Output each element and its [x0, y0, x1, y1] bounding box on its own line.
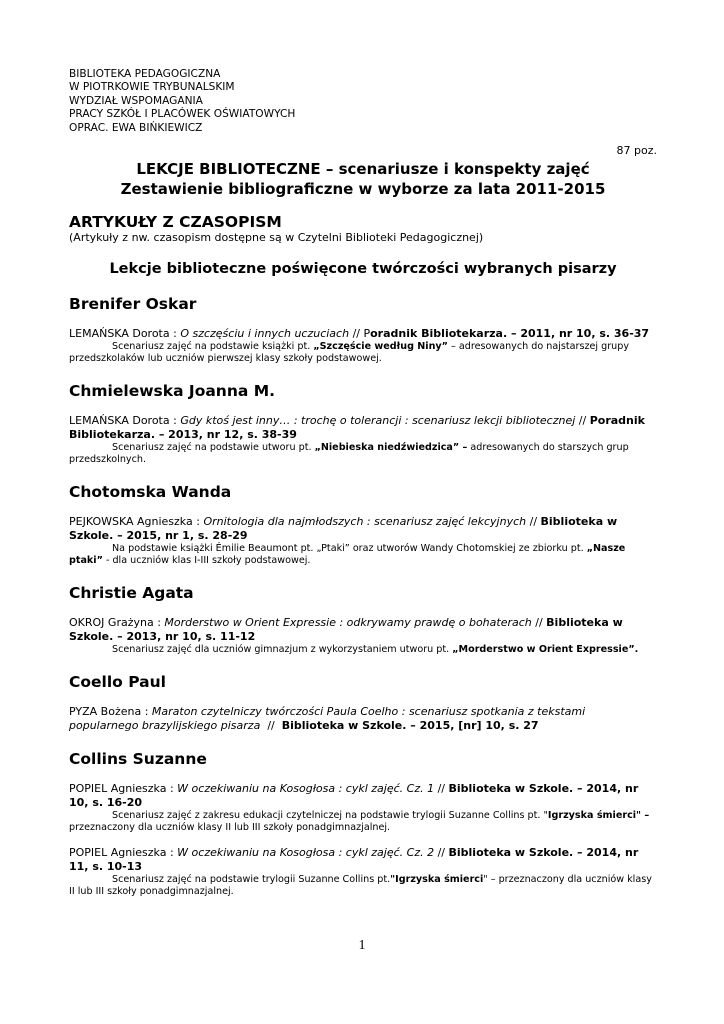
bibliography-entry: [69, 327, 657, 365]
entry-source: oradnik Bibliotekarza. – 2011, nr 10, s. 36-37: [370, 327, 650, 341]
author-heading: Coello Paul: [69, 673, 166, 692]
section-subtitle: (Artykuły z nw. czasopism dostępne są w Czytelni Biblioteki Pedagogicznej): [69, 231, 484, 245]
annotation-work-title: „Nasze ptaki”: [69, 543, 626, 567]
entry-author: POPIEL Agnieszka :: [69, 782, 178, 796]
entry-annotation: [69, 543, 657, 567]
entry-separator: //: [575, 414, 590, 428]
entry-separator: // P: [349, 327, 371, 341]
entry-separator: //: [434, 846, 449, 860]
entry-title: Morderstwo w Orient Expressie : odkrywamy prawdę o bohaterach: [164, 616, 532, 630]
entry-source: Biblioteka w Szkole. – 2015, [nr] 10, s. 27: [281, 719, 539, 733]
annotation-text: adresowanych do starszych grup przedszkolnych.: [69, 442, 629, 466]
entry-annotation: [69, 644, 657, 656]
entry-source: Biblioteka w Szkole. – 2013, nr 10, s. 11-12: [69, 616, 623, 644]
section-title: ARTYKUŁY Z CZASOPISM: [69, 213, 282, 232]
compiler-line: OPRAC. EWA BIŃKIEWICZ: [69, 121, 203, 134]
entry-annotation: [69, 442, 657, 466]
entry-annotation: [69, 341, 657, 365]
title-line-2: Zestawienie bibliograficzne w wyborze za lata 2011-2015: [120, 180, 606, 199]
annotation-text: Scenariusz zajęć na podstawie utworu pt.: [112, 442, 315, 454]
annotation-text: przeznaczony dla uczniów klasy II lub III szkoły ponadgimnazjalnej.: [69, 822, 391, 834]
title-line-1: LEKCJE BIBLIOTECZNE – scenariusze i konspekty zajęć: [136, 160, 590, 179]
entry-separator: //: [260, 719, 282, 733]
entry-title: W oczekiwaniu na Kosogłosa : cykl zajęć. Cz. 1: [177, 782, 435, 796]
author-heading: Chmielewska Joanna M.: [69, 382, 276, 401]
citation: [69, 782, 657, 810]
bibliography-entry: [69, 414, 657, 466]
entry-separator: //: [434, 782, 449, 796]
citation: [69, 414, 657, 442]
citation: [69, 515, 657, 543]
entry-title: W oczekiwaniu na Kosogłosa : cykl zajęć. Cz. 2: [177, 846, 435, 860]
annotation-text: Scenariusz zajęć na podstawie książki pt.: [112, 341, 314, 353]
institution-line: W PIOTRKOWIE TRYBUNALSKIM: [69, 81, 235, 94]
author-heading: Chotomska Wanda: [69, 483, 232, 502]
citation: [69, 327, 657, 341]
entry-source: Poradnik Bibliotekarza. – 2013, nr 12, s. 38-39: [69, 414, 645, 442]
institution-line: WYDZIAŁ WSPOMAGANIA: [69, 94, 203, 107]
entry-source: Biblioteka w Szkole. – 2014, nr 10, s. 16-20: [69, 782, 639, 810]
institution-line: BIBLIOTEKA PEDAGOGICZNA: [69, 68, 221, 80]
annotation-text: Na podstawie książki Émilie Beaumont pt. „Ptaki” oraz utworów Wandy Chotomskiej ze zbiorku pt.: [112, 543, 587, 555]
citation: [69, 846, 657, 874]
entry-title: O szczęściu i innych uczuciach: [180, 327, 350, 341]
subsection-title: Lekcje biblioteczne poświęcone twórczości wybranych pisarzy: [109, 261, 617, 278]
author-heading: Christie Agata: [69, 584, 194, 603]
annotation-text: – adresowanych do najstarszej grupy przedszkolaków lub uczniów pierwszej klasy szkoły podstawowej.: [69, 341, 629, 365]
annotation-work-title: Igrzyska śmierci" –: [547, 810, 650, 822]
citation: [69, 616, 657, 644]
entry-separator: //: [531, 616, 547, 630]
annotation-text: " – przeznaczony dla uczniów klasy II lub III szkoły ponadgimnazjalnej.: [69, 874, 652, 898]
bibliography-entry: [69, 515, 657, 567]
institution-header: [69, 68, 657, 135]
entry-source: Biblioteka w Szkole. – 2014, nr 11, s. 10-13: [69, 846, 639, 874]
entry-source: Biblioteka w Szkole. – 2015, nr 1, s. 28-29: [69, 515, 618, 543]
entry-annotation: [69, 874, 657, 898]
page-number: 1: [358, 938, 366, 953]
annotation-text: Scenariusz zajęć dla uczniów gimnazjum z wykorzystaniem utworu pt.: [112, 644, 453, 656]
entry-title: Gdy ktoś jest inny… : trochę o tolerancji : scenariusz lekcji bibliotecznej: [180, 414, 576, 428]
entry-author: OKROJ Grażyna :: [69, 616, 165, 630]
annotation-work-title: „Niebieska niedźwiedzica” –: [314, 442, 468, 454]
entry-separator: //: [526, 515, 541, 529]
entry-author: PYZA Bożena :: [69, 705, 152, 719]
bibliography-entry: [69, 616, 657, 656]
annotation-work-title: „Szczęście według Niny”: [313, 341, 448, 353]
annotation-work-title: „Morderstwo w Orient Expressie”.: [452, 644, 639, 656]
entry-title: Ornitologia dla najmłodszych : scenariusz zajęć lekcyjnych: [203, 515, 527, 529]
bibliography-entry: [69, 846, 657, 898]
item-count: 87 poz.: [616, 144, 657, 158]
entry-author: PEJKOWSKA Agnieszka :: [69, 515, 204, 529]
author-heading: Collins Suzanne: [69, 750, 207, 769]
entry-author: POPIEL Agnieszka :: [69, 846, 178, 860]
annotation-text: - dla uczniów klas I-III szkoły podstawowej.: [102, 555, 311, 567]
annotation-text: Scenariusz zajęć na podstawie trylogii Suzanne Collins pt.: [112, 874, 391, 886]
document-page: [69, 68, 657, 898]
annotation-work-title: "Igrzyska śmierci: [390, 874, 484, 886]
entry-annotation: [69, 810, 657, 834]
annotation-text: Scenariusz zajęć z zakresu edukacji czytelniczej na podstawie trylogii Suzanne Collins pt. ": [112, 810, 548, 822]
entry-author: LEMAŃSKA Dorota :: [69, 327, 181, 341]
entry-title: Maraton czytelniczy twórczości Paula Coelho : scenariusz spotkania z tekstami popularnego brazylijskiego pisarza: [69, 705, 586, 733]
citation: [69, 705, 657, 733]
author-heading: Brenifer Oskar: [69, 295, 197, 314]
bibliography-entry: [69, 782, 657, 834]
bibliography-entry: [69, 705, 657, 733]
institution-line: PRACY SZKÓŁ I PLACÓWEK OŚWIATOWYCH: [69, 108, 296, 121]
document-title: [69, 159, 657, 199]
entry-author: LEMAŃSKA Dorota :: [69, 414, 181, 428]
